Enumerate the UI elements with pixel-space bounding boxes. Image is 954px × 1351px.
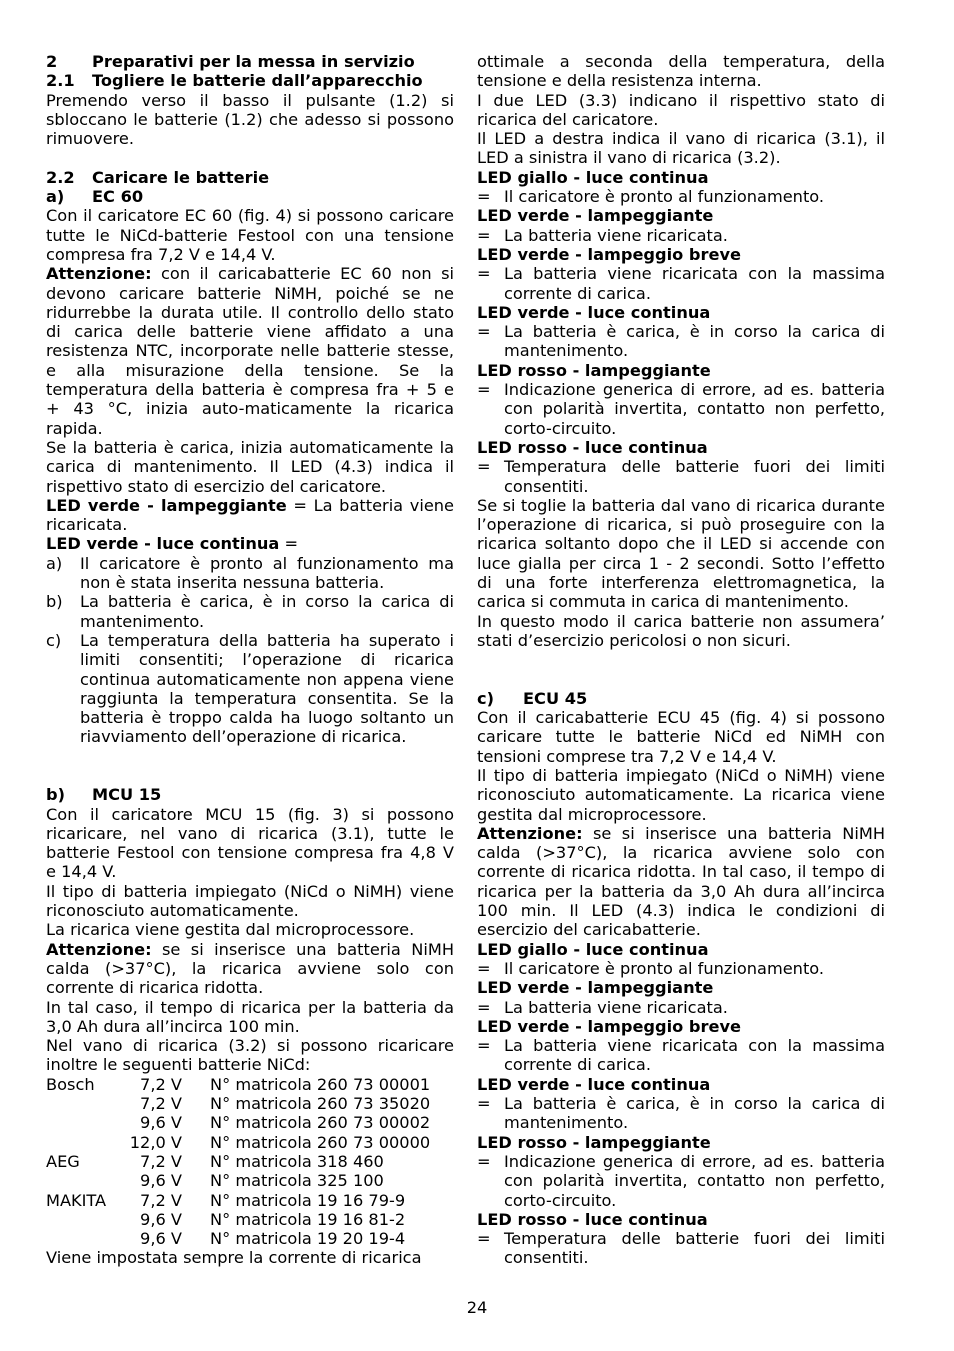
battery-row: 9,6 V N° matricola 19 16 81-2 (140, 1209, 406, 1229)
led-list-mcu15 (477, 168, 885, 496)
paragraph: Con il caricabatterie ECU 45 (fig. 4) si possono caricare tutte le batterie NiCd ed NiMH con tensioni comprese tra 7,2 V e 14,4 V. (477, 708, 885, 766)
led-description: = Indicazione generica di errore, ad es. batteria con polarità invertita, contatto non perfetto, corto-circuito. (477, 1151, 885, 1210)
led-description: = La batteria viene ricaricata con la massima corrente di carica. (477, 1036, 885, 1075)
battery-row: 9,6 V N° matricola 19 20 19-4 (140, 1229, 406, 1249)
list-item: a) Il caricatore è pronto al funzionamento ma non è stata inserita nessuna batteria. (46, 553, 454, 593)
paragraph: Con il caricatore MCU 15 (fig. 3) si possono ricaricare, nel vano di ricarica (3.1), tutte le batterie Festool con tensione compresa fra 4,8 V e 14,4 V. (46, 804, 454, 882)
section-heading-2-2: 2.2 Caricare le batterie (46, 167, 270, 187)
subsection-heading-ecu45: c) ECU 45 (477, 688, 588, 708)
led-description: = La batteria è carica, è in corso la carica di mantenimento. (477, 1094, 885, 1133)
led-description: = Indicazione generica di errore, ad es. batteria con polarità invertita, contatto non perfetto, corto-circuito. (477, 380, 885, 438)
led-description: = La batteria viene ricaricata con la massima corrente di carica. (477, 264, 885, 303)
paragraph: LED verde - lampeggiante = La batteria viene ricaricata. (46, 495, 454, 535)
paragraph: Se si toglie la batteria dal vano di ricarica durante l’operazione di ricarica, si può proseguire con la ricarica soltanto dopo che il LED si accende con luce gialla per circa 1 - 2 secondi. Sotto l’effetto di una forte interferenza elettromagnetica, la carica si commuta in carica di mantenimento. (477, 495, 885, 612)
list-item: c) La temperatura della batteria ha superato i limiti consentiti; l’operazione di ricarica continua automaticamente non appena viene raggiunta la temperatura consentita. Se la batteria è troppo calda ha luogo soltanto un riavviamento dell’operazione di ricarica. (46, 630, 454, 747)
section-heading-2-1: 2.1 Togliere le batterie dall’apparecchio (46, 71, 423, 91)
battery-row: MAKITA 7,2 V N° matricola 19 16 79-9 (46, 1190, 406, 1210)
led-label: LED verde - lampeggiante (477, 206, 714, 226)
battery-row: AEG 7,2 V N° matricola 318 460 (46, 1151, 384, 1171)
led-list-ecu45 (477, 940, 885, 1268)
paragraph: Attenzione: se si inserisce una batteria NiMH calda (>37°C), la ricarica avviene solo con corrente di ricarica ridotta. (46, 939, 454, 998)
led-label: LED verde - lampeggio breve (477, 1016, 741, 1036)
led-description: = La batteria è carica, è in corso la carica di mantenimento. (477, 322, 885, 361)
section-heading-2: 2 Preparativi per la messa in servizio (46, 52, 415, 71)
paragraph: LED verde - luce continua = (46, 534, 299, 554)
paragraph: Il tipo di batteria impiegato (NiCd o NiMH) viene riconosciuto automaticamente. La ricarica viene gestita dal microprocessore. (477, 765, 885, 824)
paragraph: Viene impostata sempre la corrente di ricarica (46, 1248, 422, 1268)
led-description: = La batteria viene ricaricata. (477, 997, 728, 1017)
paragraph: Il LED a destra indica il vano di ricarica (3.1), il LED a sinistra il vano di ricarica (3.2). (477, 129, 885, 168)
paragraph: La ricarica viene gestita dal microprocessore. (46, 920, 415, 940)
led-label: LED verde - lampeggiante (477, 978, 714, 998)
paragraph: Con il caricatore EC 60 (fig. 4) si possono caricare tutte le NiCd-batterie Festool con una tensione compresa fra 7,2 V e 14,4 V. (46, 206, 454, 264)
battery-row: 12,0 V N° matricola 260 73 00000 (129, 1132, 431, 1152)
led-label: LED rosso - lampeggiante (477, 1132, 711, 1152)
battery-row: 9,6 V N° matricola 260 73 00002 (140, 1113, 431, 1133)
subsection-heading-ec60: a) EC 60 (46, 187, 144, 207)
paragraph: In questo modo il carica batterie non assumera’ stati d’esercizio pericolosi o non sicuri. (477, 611, 885, 650)
right-column (477, 52, 885, 1268)
led-description: = Il caricatore è pronto al funzionamento. (477, 958, 825, 978)
paragraph: Premendo verso il basso il pulsante (1.2) si sbloccano le batterie (1.2) che adesso si possono rimuovere. (46, 90, 454, 149)
battery-row: 9,6 V N° matricola 325 100 (140, 1171, 384, 1191)
led-label: LED verde - luce continua (477, 1074, 711, 1094)
led-label: LED verde - luce continua (477, 302, 711, 322)
led-label: LED rosso - luce continua (477, 1209, 708, 1229)
subsection-heading-mcu15: b) MCU 15 (46, 785, 162, 805)
paragraph: In tal caso, il tempo di ricarica per la batteria da 3,0 Ah dura all’incirca 100 min. (46, 997, 454, 1036)
paragraph: Il tipo di batteria impiegato (NiCd o NiMH) viene riconosciuto automaticamente. (46, 881, 454, 921)
led-description: = Il caricatore è pronto al funzionamento. (477, 187, 825, 207)
led-description: = Temperatura delle batterie fuori dei limiti consentiti. (477, 457, 885, 496)
page-number: 24 (466, 1298, 488, 1317)
paragraph: ottimale a seconda della temperatura, della tensione e della resistenza interna. (477, 52, 885, 91)
battery-row: Bosch 7,2 V N° matricola 260 73 00001 (46, 1074, 431, 1094)
led-label: LED giallo - luce continua (477, 939, 709, 959)
led-label: LED giallo - luce continua (477, 167, 709, 187)
left-column (46, 52, 454, 1268)
led-description: = Temperatura delle batterie fuori dei limiti consentiti. (477, 1229, 885, 1268)
list-item: b) La batteria è carica, è in corso la carica di mantenimento. (46, 592, 454, 631)
battery-list (46, 1075, 454, 1249)
paragraph: Nel vano di ricarica (3.2) si possono ricaricare inoltre le seguenti batterie NiCd: (46, 1036, 454, 1075)
led-description: = La batteria viene ricaricata. (477, 225, 728, 245)
led-label: LED rosso - lampeggiante (477, 360, 711, 380)
led-label: LED rosso - luce continua (477, 437, 708, 457)
paragraph: Attenzione: se si inserisce una batteria NiMH calda (>37°C), la ricarica avviene solo con corrente di ricarica ridotta. In tal caso, il tempo di ricarica per la batteria da 3,0 Ah dura all’incirca 100 min. Il LED (4.3) indica le condizioni di esercizio del caricabatterie. (477, 823, 885, 940)
paragraph: Attenzione: con il caricabatterie EC 60 non si devono caricare batterie NiMH, poiché se ne ridurrebbe la durata utile. Il controllo dello stato di carica delle batterie viene affidato a una resistenza NTC, incorporate nelle batterie stesse, e alla misurazione della tensione. Se la temperatura della batteria è compresa fra + 5 e + 43 °C, inizia auto-maticamente la ricarica rapida. (46, 264, 454, 438)
paragraph: I due LED (3.3) indicano il rispettivo stato di ricarica del caricatore. (477, 90, 885, 129)
paragraph: Se la batteria è carica, inizia automaticamente la carica di mantenimento. Il LED (4.3) indica il rispettivo stato di esercizio del caricatore. (46, 437, 454, 496)
led-label: LED verde - lampeggio breve (477, 244, 741, 264)
battery-row: 7,2 V N° matricola 260 73 35020 (140, 1094, 431, 1114)
